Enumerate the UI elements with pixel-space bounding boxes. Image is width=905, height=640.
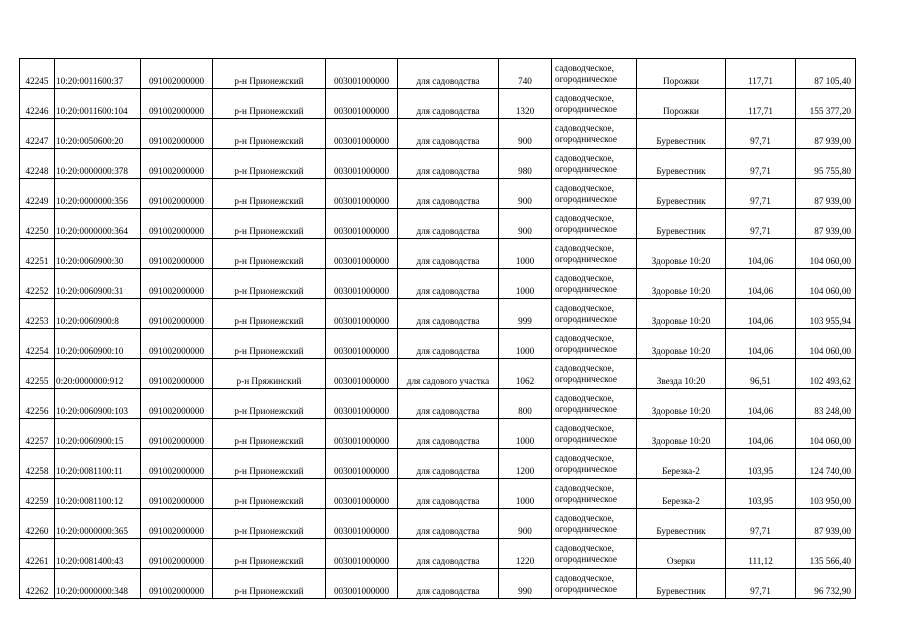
cell-district: р-н Прионежский [213, 569, 326, 599]
cell-locality: Здоровье 10:20 [637, 269, 726, 299]
cell-record-number: 42253 [20, 299, 55, 329]
purpose-line-1: садоводческое, [555, 272, 614, 283]
cell-specific-value: 104,06 [726, 419, 796, 449]
cell-cadastral-number: 10:20:0060900:10 [55, 329, 141, 359]
cell-district: р-н Прионежский [213, 299, 326, 329]
cell-cadastral-value: 104 060,00 [796, 239, 856, 269]
cell-oktmo-code: 091002000000 [141, 89, 213, 119]
cell-locality: Березка-2 [637, 479, 726, 509]
cell-category-code: 003001000000 [326, 89, 398, 119]
cell-area: 990 [499, 569, 552, 599]
cell-purpose [552, 239, 637, 269]
cell-record-number: 42262 [20, 569, 55, 599]
purpose-line-1: садоводческое, [555, 92, 614, 103]
table-row [20, 329, 856, 359]
cell-record-number: 42247 [20, 119, 55, 149]
cell-permitted-use: для садоводства [398, 539, 499, 569]
cell-area: 1220 [499, 539, 552, 569]
cell-purpose [552, 119, 637, 149]
cell-purpose [552, 389, 637, 419]
cell-cadastral-value: 87 939,00 [796, 209, 856, 239]
cell-permitted-use: для садоводства [398, 209, 499, 239]
cell-district: р-н Прионежский [213, 449, 326, 479]
cell-category-code: 003001000000 [326, 239, 398, 269]
cell-permitted-use: для садоводства [398, 509, 499, 539]
cell-specific-value: 97,71 [726, 179, 796, 209]
cell-cadastral-value: 124 740,00 [796, 449, 856, 479]
cell-district: р-н Прионежский [213, 329, 326, 359]
purpose-line-2: огородническое [555, 103, 617, 114]
table-row [20, 149, 856, 179]
cell-oktmo-code: 091002000000 [141, 299, 213, 329]
cell-purpose [552, 419, 637, 449]
cell-cadastral-value: 87 939,00 [796, 509, 856, 539]
purpose-line-2: огородническое [555, 373, 617, 384]
cell-oktmo-code: 091002000000 [141, 239, 213, 269]
cell-area: 800 [499, 389, 552, 419]
cell-locality: Озерки [637, 539, 726, 569]
cell-permitted-use: для садоводства [398, 299, 499, 329]
table-row [20, 179, 856, 209]
cell-purpose [552, 269, 637, 299]
purpose-line-1: садоводческое, [555, 482, 614, 493]
cell-locality: Буревестник [637, 149, 726, 179]
cell-cadastral-value: 135 566,40 [796, 539, 856, 569]
table-row [20, 239, 856, 269]
cell-category-code: 003001000000 [326, 389, 398, 419]
cell-permitted-use: для садоводства [398, 449, 499, 479]
cell-category-code: 003001000000 [326, 269, 398, 299]
cell-purpose [552, 449, 637, 479]
cell-specific-value: 97,71 [726, 569, 796, 599]
cell-permitted-use: для садоводства [398, 329, 499, 359]
cell-cadastral-number: 10:20:0000000:356 [55, 179, 141, 209]
cell-purpose [552, 299, 637, 329]
table-row [20, 119, 856, 149]
table-body [20, 59, 856, 599]
cell-cadastral-value: 104 060,00 [796, 329, 856, 359]
cell-permitted-use: для садового участка [398, 359, 499, 389]
cell-district: р-н Прионежский [213, 209, 326, 239]
cell-cadastral-number: 0:20:0000000:912 [55, 359, 141, 389]
cell-district: р-н Пряжинский [213, 359, 326, 389]
purpose-line-2: огородническое [555, 583, 617, 594]
cell-specific-value: 104,06 [726, 389, 796, 419]
cell-cadastral-value: 83 248,00 [796, 389, 856, 419]
table-row [20, 449, 856, 479]
cell-permitted-use: для садоводства [398, 119, 499, 149]
cell-category-code: 003001000000 [326, 569, 398, 599]
cell-specific-value: 103,95 [726, 449, 796, 479]
cell-cadastral-value: 103 950,00 [796, 479, 856, 509]
cell-oktmo-code: 091002000000 [141, 389, 213, 419]
cell-cadastral-value: 95 755,80 [796, 149, 856, 179]
cell-cadastral-number: 10:20:0000000:378 [55, 149, 141, 179]
purpose-line-1: садоводческое, [555, 152, 614, 163]
cell-area: 900 [499, 509, 552, 539]
cell-cadastral-number: 10:20:0081100:12 [55, 479, 141, 509]
cell-cadastral-number: 10:20:0060900:8 [55, 299, 141, 329]
cell-category-code: 003001000000 [326, 479, 398, 509]
cell-cadastral-number: 10:20:0011600:37 [55, 59, 141, 89]
purpose-line-1: садоводческое, [555, 542, 614, 553]
cell-cadastral-value: 102 493,62 [796, 359, 856, 389]
table-row [20, 89, 856, 119]
cell-category-code: 003001000000 [326, 329, 398, 359]
cell-oktmo-code: 091002000000 [141, 569, 213, 599]
cell-cadastral-value: 155 377,20 [796, 89, 856, 119]
cell-record-number: 42256 [20, 389, 55, 419]
purpose-line-2: огородническое [555, 73, 617, 84]
purpose-line-1: садоводческое, [555, 122, 614, 133]
cell-specific-value: 104,06 [726, 329, 796, 359]
cell-specific-value: 104,06 [726, 299, 796, 329]
cell-permitted-use: для садоводства [398, 479, 499, 509]
cell-purpose [552, 179, 637, 209]
cell-purpose [552, 509, 637, 539]
cell-cadastral-number: 10:20:0011600:104 [55, 89, 141, 119]
cell-cadastral-value: 104 060,00 [796, 269, 856, 299]
table-row [20, 299, 856, 329]
purpose-line-2: огородническое [555, 403, 617, 414]
cell-record-number: 42249 [20, 179, 55, 209]
cell-permitted-use: для садоводства [398, 569, 499, 599]
cell-cadastral-value: 103 955,94 [796, 299, 856, 329]
cell-oktmo-code: 091002000000 [141, 269, 213, 299]
purpose-line-2: огородническое [555, 133, 617, 144]
cell-specific-value: 117,71 [726, 59, 796, 89]
cell-cadastral-number: 10:20:0000000:365 [55, 509, 141, 539]
cell-purpose [552, 89, 637, 119]
cell-purpose [552, 479, 637, 509]
cell-locality: Буревестник [637, 119, 726, 149]
cell-category-code: 003001000000 [326, 179, 398, 209]
cell-district: р-н Прионежский [213, 179, 326, 209]
cell-area: 1000 [499, 269, 552, 299]
cell-cadastral-number: 10:20:0000000:364 [55, 209, 141, 239]
cell-specific-value: 97,71 [726, 149, 796, 179]
cell-purpose [552, 359, 637, 389]
cell-cadastral-number: 10:20:0060900:103 [55, 389, 141, 419]
cell-cadastral-number: 10:20:0081400:43 [55, 539, 141, 569]
cell-record-number: 42250 [20, 209, 55, 239]
cell-record-number: 42252 [20, 269, 55, 299]
cell-area: 900 [499, 119, 552, 149]
purpose-line-1: садоводческое, [555, 392, 614, 403]
cell-oktmo-code: 091002000000 [141, 329, 213, 359]
cell-district: р-н Прионежский [213, 479, 326, 509]
cell-category-code: 003001000000 [326, 449, 398, 479]
cell-oktmo-code: 091002000000 [141, 209, 213, 239]
cell-locality: Буревестник [637, 509, 726, 539]
table-row [20, 269, 856, 299]
cell-category-code: 003001000000 [326, 359, 398, 389]
cell-locality: Здоровье 10:20 [637, 419, 726, 449]
cell-locality: Буревестник [637, 209, 726, 239]
cell-oktmo-code: 091002000000 [141, 359, 213, 389]
cell-permitted-use: для садоводства [398, 269, 499, 299]
cell-district: р-н Прионежский [213, 269, 326, 299]
cell-specific-value: 104,06 [726, 269, 796, 299]
purpose-line-1: садоводческое, [555, 512, 614, 523]
purpose-line-1: садоводческое, [555, 422, 614, 433]
purpose-line-1: садоводческое, [555, 572, 614, 583]
cell-category-code: 003001000000 [326, 539, 398, 569]
cell-cadastral-value: 87 939,00 [796, 179, 856, 209]
cell-district: р-н Прионежский [213, 239, 326, 269]
cell-oktmo-code: 091002000000 [141, 479, 213, 509]
purpose-line-2: огородническое [555, 433, 617, 444]
cell-area: 1320 [499, 89, 552, 119]
cell-cadastral-value: 87 105,40 [796, 59, 856, 89]
cell-locality: Здоровье 10:20 [637, 299, 726, 329]
cell-oktmo-code: 091002000000 [141, 539, 213, 569]
purpose-line-2: огородническое [555, 223, 617, 234]
cell-permitted-use: для садоводства [398, 389, 499, 419]
cell-purpose [552, 539, 637, 569]
cell-locality: Порожки [637, 89, 726, 119]
cell-record-number: 42258 [20, 449, 55, 479]
cell-area: 900 [499, 179, 552, 209]
cell-category-code: 003001000000 [326, 509, 398, 539]
cell-category-code: 003001000000 [326, 419, 398, 449]
cell-area: 1000 [499, 479, 552, 509]
cell-district: р-н Прионежский [213, 419, 326, 449]
table-row [20, 539, 856, 569]
cell-area: 900 [499, 209, 552, 239]
cell-district: р-н Прионежский [213, 149, 326, 179]
table-row [20, 509, 856, 539]
table-row [20, 209, 856, 239]
cell-district: р-н Прионежский [213, 59, 326, 89]
cell-permitted-use: для садоводства [398, 89, 499, 119]
cell-category-code: 003001000000 [326, 119, 398, 149]
cell-cadastral-number: 10:20:0050600:20 [55, 119, 141, 149]
cell-specific-value: 111,12 [726, 539, 796, 569]
purpose-line-1: садоводческое, [555, 62, 614, 73]
cell-oktmo-code: 091002000000 [141, 149, 213, 179]
cell-category-code: 003001000000 [326, 299, 398, 329]
cell-oktmo-code: 091002000000 [141, 179, 213, 209]
cell-purpose [552, 149, 637, 179]
cell-locality: Здоровье 10:20 [637, 389, 726, 419]
cell-locality: Буревестник [637, 179, 726, 209]
cell-record-number: 42260 [20, 509, 55, 539]
purpose-line-1: садоводческое, [555, 182, 614, 193]
cell-cadastral-number: 10:20:0000000:348 [55, 569, 141, 599]
cell-district: р-н Прионежский [213, 89, 326, 119]
purpose-line-1: садоводческое, [555, 362, 614, 373]
purpose-line-2: огородническое [555, 253, 617, 264]
cell-permitted-use: для садоводства [398, 179, 499, 209]
cell-purpose [552, 569, 637, 599]
purpose-line-2: огородническое [555, 553, 617, 564]
cell-area: 1200 [499, 449, 552, 479]
purpose-line-2: огородническое [555, 163, 617, 174]
cell-district: р-н Прионежский [213, 539, 326, 569]
purpose-line-2: огородническое [555, 523, 617, 534]
cell-record-number: 42251 [20, 239, 55, 269]
cell-purpose [552, 329, 637, 359]
purpose-line-2: огородническое [555, 343, 617, 354]
cell-purpose [552, 209, 637, 239]
cell-cadastral-number: 10:20:0060900:30 [55, 239, 141, 269]
cell-specific-value: 117,71 [726, 89, 796, 119]
cell-area: 1000 [499, 239, 552, 269]
table-row [20, 479, 856, 509]
cell-area: 740 [499, 59, 552, 89]
cell-permitted-use: для садоводства [398, 149, 499, 179]
cell-purpose [552, 59, 637, 89]
cell-cadastral-number: 10:20:0081100:11 [55, 449, 141, 479]
table-row [20, 59, 856, 89]
cell-cadastral-value: 104 060,00 [796, 419, 856, 449]
table-row [20, 569, 856, 599]
cell-oktmo-code: 091002000000 [141, 119, 213, 149]
cell-specific-value: 103,95 [726, 479, 796, 509]
cell-record-number: 42259 [20, 479, 55, 509]
cell-area: 1062 [499, 359, 552, 389]
cell-specific-value: 96,51 [726, 359, 796, 389]
cell-oktmo-code: 091002000000 [141, 449, 213, 479]
cell-record-number: 42261 [20, 539, 55, 569]
purpose-line-2: огородническое [555, 193, 617, 204]
cell-locality: Здоровье 10:20 [637, 329, 726, 359]
cell-locality: Здоровье 10:20 [637, 239, 726, 269]
purpose-line-2: огородническое [555, 463, 617, 474]
cell-area: 999 [499, 299, 552, 329]
cell-cadastral-number: 10:20:0060900:31 [55, 269, 141, 299]
cell-locality: Порожки [637, 59, 726, 89]
purpose-line-1: садоводческое, [555, 302, 614, 313]
cell-category-code: 003001000000 [326, 209, 398, 239]
purpose-line-1: садоводческое, [555, 332, 614, 343]
cell-specific-value: 97,71 [726, 209, 796, 239]
purpose-line-2: огородническое [555, 493, 617, 504]
land-plots-table [19, 58, 856, 599]
cell-locality: Буревестник [637, 569, 726, 599]
cell-district: р-н Прионежский [213, 389, 326, 419]
purpose-line-2: огородническое [555, 313, 617, 324]
cell-permitted-use: для садоводства [398, 419, 499, 449]
purpose-line-1: садоводческое, [555, 212, 614, 223]
cell-cadastral-value: 96 732,90 [796, 569, 856, 599]
cell-area: 1000 [499, 329, 552, 359]
purpose-line-1: садоводческое, [555, 242, 614, 253]
cell-record-number: 42246 [20, 89, 55, 119]
cell-oktmo-code: 091002000000 [141, 509, 213, 539]
cell-oktmo-code: 091002000000 [141, 419, 213, 449]
cell-cadastral-number: 10:20:0060900:15 [55, 419, 141, 449]
table-row [20, 389, 856, 419]
cell-locality: Звезда 10:20 [637, 359, 726, 389]
purpose-line-2: огородническое [555, 283, 617, 294]
table-row [20, 359, 856, 389]
cell-oktmo-code: 091002000000 [141, 59, 213, 89]
cell-locality: Березка-2 [637, 449, 726, 479]
table-row [20, 419, 856, 449]
cell-district: р-н Прионежский [213, 509, 326, 539]
cell-cadastral-value: 87 939,00 [796, 119, 856, 149]
cell-permitted-use: для садоводства [398, 59, 499, 89]
cell-area: 1000 [499, 419, 552, 449]
cell-specific-value: 97,71 [726, 119, 796, 149]
cell-area: 980 [499, 149, 552, 179]
cell-permitted-use: для садоводства [398, 239, 499, 269]
cell-record-number: 42255 [20, 359, 55, 389]
cell-specific-value: 104,06 [726, 239, 796, 269]
cell-category-code: 003001000000 [326, 59, 398, 89]
cell-record-number: 42257 [20, 419, 55, 449]
cell-specific-value: 97,71 [726, 509, 796, 539]
purpose-line-1: садоводческое, [555, 452, 614, 463]
cell-record-number: 42245 [20, 59, 55, 89]
cell-record-number: 42248 [20, 149, 55, 179]
cell-district: р-н Прионежский [213, 119, 326, 149]
cell-record-number: 42254 [20, 329, 55, 359]
cell-category-code: 003001000000 [326, 149, 398, 179]
